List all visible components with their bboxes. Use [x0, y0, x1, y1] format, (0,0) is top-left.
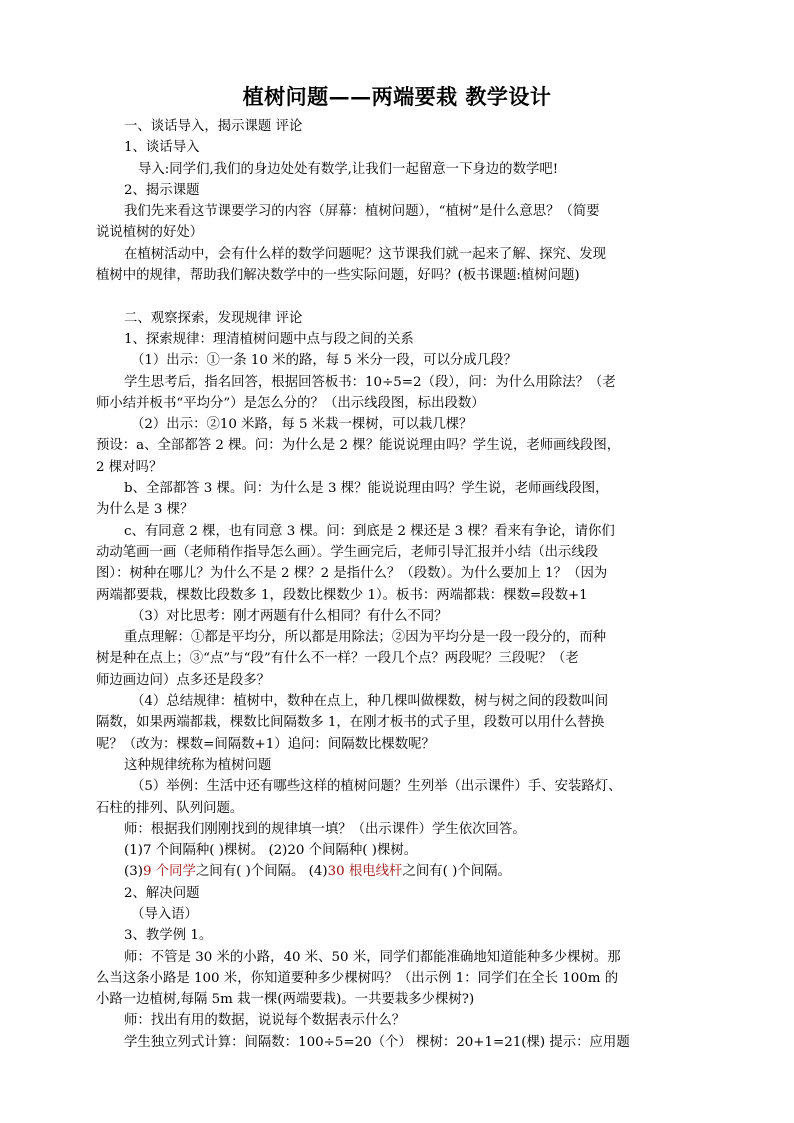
- text-line: （1）出示：①一条 10 米的路，每 5 米分一段，可以分成几段？: [131, 353, 517, 369]
- document-title: 植树问题——两端要栽 教学设计: [242, 84, 552, 109]
- text-line: 学生独立列式计算：间隔数：100÷5=20（个） 棵树：20+1=21(棵) 提示：应用题: [124, 1034, 630, 1050]
- text-line: b、全部都答 3 棵。问：为什么是 3 棵？能说说理由吗？学生说，老师画线段图，: [124, 481, 609, 497]
- text-line: c、有同意 2 棵，也有同意 3 棵。问：到底是 2 棵还是 3 棵？看来有争论，请你们: [124, 523, 615, 539]
- text-line: [96, 861, 698, 882]
- text-segment: 之间有( )个间隔。: [402, 864, 511, 880]
- text-line: 师小结并板书“平均分”）是怎么分的？（出示线段图，标出段数）: [96, 395, 485, 411]
- text-line: 1、谈话导入: [124, 140, 200, 156]
- text-line: 动动笔画一画（老师稍作指导怎么画）。学生画完后，老师引导汇报并小结（出示线段: [96, 544, 599, 560]
- blank-line: [96, 286, 698, 307]
- text-line: 师：根据我们刚刚找到的规律填一填？（出示课件）学生依次回答。: [124, 821, 526, 837]
- text-line: 二、观察探索，发现规律 评论: [124, 310, 303, 326]
- document-body: [96, 116, 698, 1053]
- text-line: 3、教学例 1。: [124, 928, 213, 944]
- text-line: （5）举例：生活中还有哪些这样的植树问题？生列举（出示课件）手、安装路灯、: [131, 779, 622, 795]
- text-line: 2、揭示课题: [124, 182, 200, 198]
- text-line: 预设：a、全部都答 2 棵。问：为什么是 2 棵？能说说理由吗？学生说，老师画线段图，: [96, 438, 621, 454]
- text-line: 为什么是 3 棵？: [96, 502, 194, 518]
- text-line: 隔数，如果两端都栽，棵数比间隔数多 1，在刚才板书的式子里，段数可以用什么替换: [96, 715, 605, 731]
- text-segment: (3): [124, 864, 143, 880]
- text-line: 重点理解：①都是平均分，所以都是用除法；②因为平均分是一段一段分的，而种: [124, 630, 607, 646]
- text-line: 师边画边问）点多还是段多？: [96, 672, 271, 688]
- text-line: 呢？（改为：棵数=间隔数+1）追问：间隔数比棵数呢？: [96, 736, 435, 752]
- text-line: 说说植树的好处）: [96, 225, 204, 241]
- text-line: 树是种在点上；③“点”与“段”有什么不一样？一段几个点？两段呢？三段呢？（老: [96, 651, 579, 667]
- text-line: 一、谈话导入，揭示课题 评论: [124, 119, 303, 134]
- text-line: 两端都要栽，棵数比段数多 1，段数比棵数少 1）。板书：两端都栽：棵数=段数+1: [96, 587, 588, 603]
- text-line: 图）：树种在哪儿？为什么不是 2 棵？2 是指什么？（段数）。为什么要加上 1？（因为: [96, 566, 608, 582]
- text-line: （3）对比思考：刚才两题有什么相同？有什么不同？: [131, 608, 448, 624]
- text-line: 学生思考后，指名回答，根据回答板书：10÷5=2（段），问：为什么用除法？（老: [124, 374, 616, 390]
- text-line: 石柱的排列、队列问题。: [96, 800, 244, 816]
- highlighted-text: 30 根电线杆: [327, 864, 403, 880]
- text-line: 植树中的规律，帮助我们解决数学中的一些实际问题，好吗？(板书课题:植树问题): [96, 268, 580, 284]
- text-line: 导入:同学们,我们的身边处处有数学,让我们一起留意一下身边的数学吧!: [138, 161, 559, 177]
- text-line: 师：不管是 30 米的小路，40 米、50 米，同学们都能准确地知道能种多少棵树。那: [124, 949, 621, 965]
- text-segment: 之间有( )个间隔。 (4): [195, 864, 328, 880]
- text-line: 1、探索规律：理清植树问题中点与段之间的关系: [124, 331, 414, 347]
- text-line: （2）出示：②10 米路，每 5 米栽一棵树，可以栽几棵？: [131, 417, 473, 433]
- text-line: 2、解决问题: [124, 885, 200, 901]
- text-line: (1)7 个间隔种( )棵树。 (2)20 个间隔种( )棵树。: [124, 843, 418, 859]
- text-line: 我们先来看这节课要学习的内容（屏幕：植树问题），“植树”是什么意思？（简要: [124, 204, 600, 220]
- text-line: 2 棵对吗？: [96, 459, 163, 475]
- highlighted-text: 9 个同学: [142, 864, 196, 880]
- text-line: 么当这条小路是 100 米，你知道要种多少棵树吗？（出示例 1：同学们在全长 100m 的: [96, 970, 619, 986]
- text-line: 这种规律统称为植树问题: [124, 757, 272, 773]
- text-line: 小路一边植树,每隔 5m 栽一棵(两端要栽)。一共要栽多少棵树?): [96, 992, 475, 1008]
- text-line: 在植树活动中，会有什么样的数学问题呢？这节课我们就一起来了解、探究、发现: [124, 246, 607, 262]
- text-line: 师：找出有用的数据，说说每个数据表示什么？: [124, 1013, 406, 1029]
- text-line: （导入语）: [131, 906, 198, 922]
- text-line: （4）总结规律：植树中，数种在点上，种几棵叫做棵数，树与树之间的段数叫间: [131, 694, 609, 710]
